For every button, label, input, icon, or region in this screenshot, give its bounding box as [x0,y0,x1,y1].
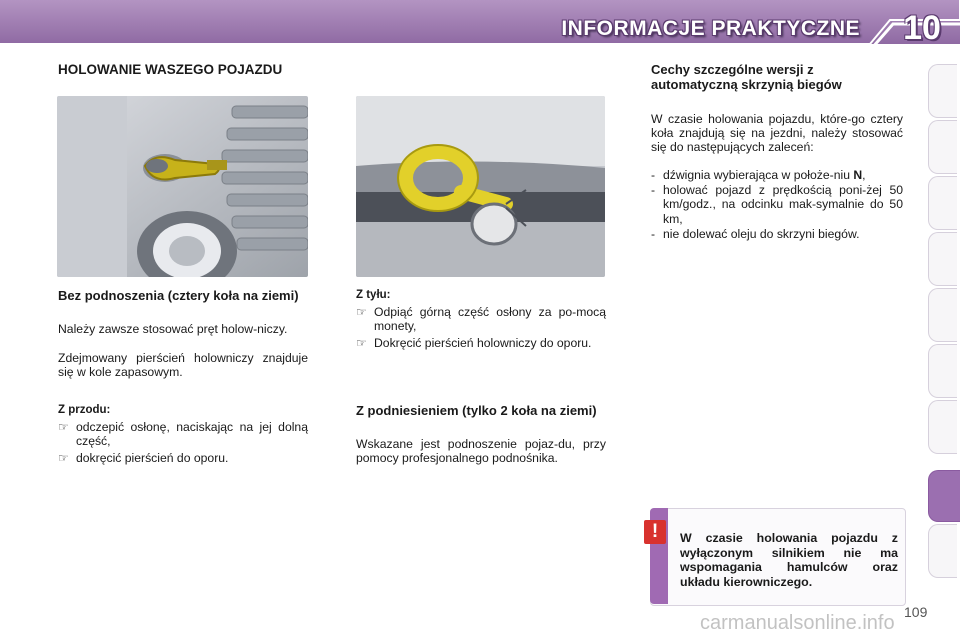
chapter-title: INFORMACJE PRAKTYCZNE [561,17,860,40]
list-item-text: Dokręcić pierścień holowniczy do oporu. [374,336,592,351]
pointing-hand-icon: ☞ [356,305,367,319]
no-lift-para2: Zdejmowany pierścień holowniczy znajduje się w kole zapasowym. [58,351,308,380]
list-item [356,305,606,333]
warning-text: W czasie holowania pojazdu z wyłączonym silnikiem nie ma wspomagania hamulców oraz układu kierowniczego. [680,531,898,589]
section-title: HOLOWANIE WASZEGO POJAZDU [58,62,283,77]
automatic-gearbox-heading: Cechy szczególne wersji z automatyczną skrzynią biegów [651,62,842,92]
list-item [651,168,903,182]
pointing-hand-icon: ☞ [58,451,69,466]
warning-icon: ! [644,520,666,544]
chapter-tab-active[interactable] [928,470,960,522]
list-item-text: dźwignia wybierająca w położe-niu [663,168,854,182]
list-item [651,183,903,226]
no-lift-para1: Należy zawsze stosować pręt holow-niczy. [58,322,288,336]
lift-para: Wskazane jest podnoszenie pojaz-du, przy pomocy profesjonalnego podnośnika. [356,437,606,466]
front-label: Z przodu: [58,404,111,416]
front-tow-ring-photo [57,96,308,277]
automatic-gearbox-intro: W czasie holowania pojazdu, które-go cztery koła znajdują się na jezdni, należy stosować się do następujących zaleceń: [651,112,903,155]
chapter-tab[interactable] [928,344,957,398]
neutral-position: N [853,168,863,182]
list-item-text: holować pojazd z prędkością poni-żej 50 km/godz., na odcinku mak-symalnie do 50 km, [663,183,903,226]
chapter-tab[interactable] [928,288,957,342]
chapter-tab[interactable] [928,524,957,578]
chapter-tabs [928,64,960,574]
automatic-gearbox-list [651,168,903,242]
chapter-tab[interactable] [928,232,957,286]
pointing-hand-icon: ☞ [356,336,367,351]
list-item-punct: , [862,168,866,182]
front-instructions [58,420,308,466]
list-item [651,227,903,241]
page-header [0,0,960,54]
list-item [58,420,308,448]
list-item-text: dokręcić pierścień do oporu. [76,451,229,466]
dash-marker: - [651,168,656,182]
list-item [58,451,308,465]
lift-heading: Z podniesieniem (tylko 2 koła na ziemi) [356,403,597,418]
watermark: carmanualsonline.info [700,612,895,634]
dash-marker: - [651,226,656,241]
chapter-tab[interactable] [928,176,957,230]
list-item-text: Odpiąć górną część osłony za po-mocą monety, [374,305,606,334]
page-number: 109 [904,604,928,620]
list-item-text: nie dolewać oleju do skrzyni biegów. [663,226,860,241]
chapter-tab[interactable] [928,120,957,174]
chapter-tab[interactable] [928,64,957,118]
no-lift-heading: Bez podnoszenia (cztery koła na ziemi) [58,288,299,303]
pointing-hand-icon: ☞ [58,420,69,434]
list-item [356,336,606,350]
dash-marker: - [651,183,656,198]
chapter-tab[interactable] [928,400,957,454]
rear-label: Z tyłu: [356,289,391,301]
rear-tow-ring-photo [356,96,605,277]
chapter-number-badge: 10 [903,9,941,47]
list-item-text: odczepić osłonę, naciskając na jej dolną część, [76,420,308,449]
rear-instructions [356,305,606,351]
